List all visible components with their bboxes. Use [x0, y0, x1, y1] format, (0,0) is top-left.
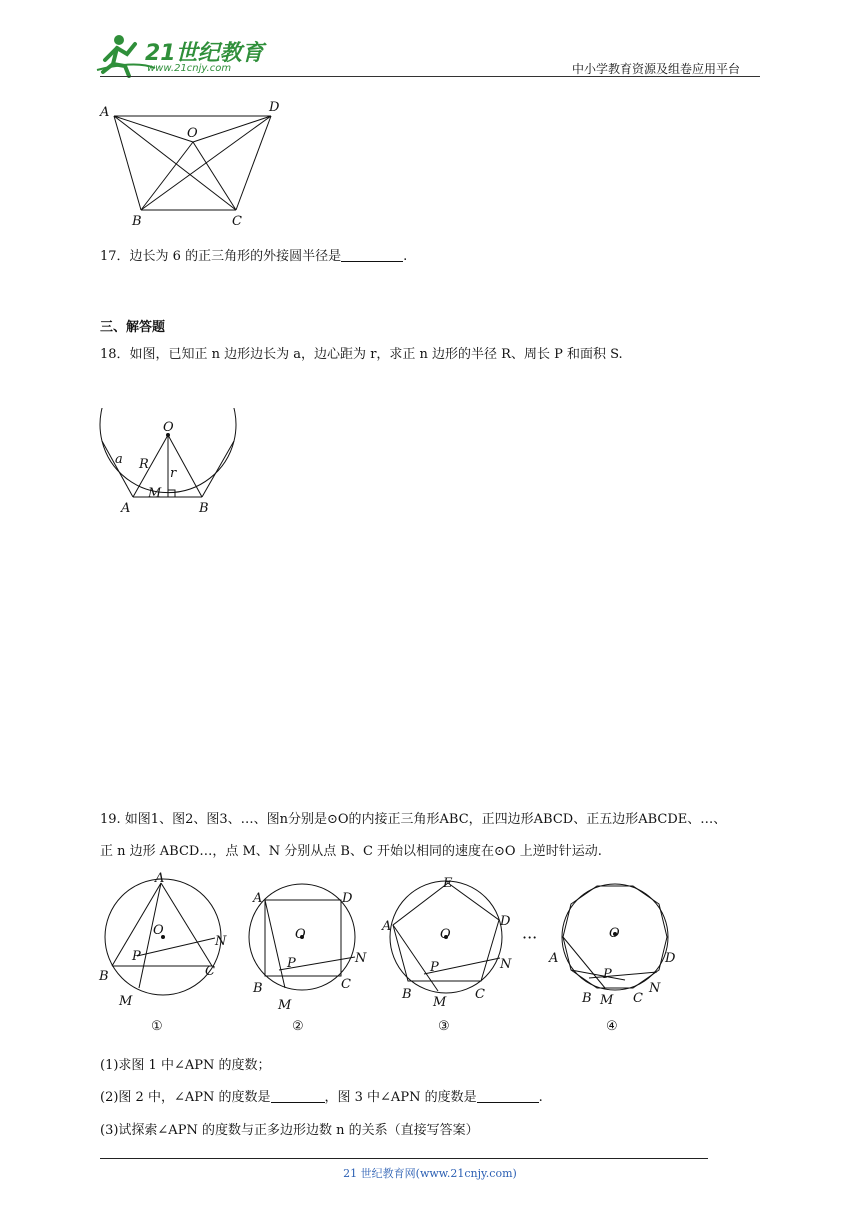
site-name: 中小学教育资源及组卷应用平台 [572, 62, 741, 76]
answer-blank-fig3[interactable] [477, 1090, 539, 1103]
label-P: P [287, 956, 296, 971]
footer-divider [100, 1158, 708, 1159]
label-B: B [99, 969, 109, 984]
question-19-line1: 19. 如图1、图2、图3、…、图n分别是⊙O的内接正三角形ABC，正四边形ABCD、正五边形ABCDE、…、 [100, 812, 727, 827]
label-C: C [232, 214, 242, 229]
label-E: E [443, 876, 453, 891]
label-D: D [665, 951, 676, 966]
logo-url: www.21cnjy.com [147, 63, 232, 74]
label-A: A [382, 919, 392, 934]
label-C: C [205, 964, 215, 979]
footer-link[interactable]: 21 世纪教育网(www.21cnjy.com) [343, 1167, 517, 1180]
label-A: A [253, 891, 263, 906]
label-C: C [633, 991, 643, 1006]
figure-1-triangle [95, 870, 235, 1035]
label-O: O [440, 927, 451, 942]
label-D: D [269, 100, 280, 115]
label-D: D [342, 891, 353, 906]
label-M: M [148, 486, 162, 501]
label-O: O [187, 126, 198, 141]
label-P: P [132, 949, 141, 964]
label-M: M [119, 994, 133, 1009]
figure-4-ngon [545, 870, 685, 1035]
label-B: B [582, 991, 592, 1006]
logo [95, 30, 265, 78]
figure-q18 [95, 408, 245, 520]
label-a: a [115, 452, 123, 467]
label-r: r [170, 466, 177, 481]
question-19-line2: 正 n 边形 ABCD…，点 M、N 分别从点 B、C 开始以相同的速度在⊙O 上逆时针运动. [100, 844, 602, 859]
figure-2-square [245, 870, 380, 1035]
question-17: 17．边长为 6 的正三角形的外接圆半径是 . [100, 249, 408, 264]
label-N: N [215, 934, 227, 949]
section-title: 三、解答题 [100, 320, 166, 335]
caption-2: ② [292, 1019, 304, 1034]
label-B: B [253, 981, 263, 996]
label-R: R [139, 457, 149, 472]
label-N: N [649, 981, 661, 996]
label-A: A [549, 951, 559, 966]
label-M: M [433, 995, 447, 1010]
label-P: P [430, 960, 439, 975]
label-M: M [600, 993, 614, 1008]
answer-blank-fig2[interactable] [271, 1090, 325, 1103]
label-C: C [475, 987, 485, 1002]
label-B: B [402, 987, 412, 1002]
q19-sub1: (1)求图 1 中∠APN 的度数； [100, 1058, 271, 1073]
label-N: N [500, 957, 512, 972]
label-D: D [500, 914, 511, 929]
label-O: O [295, 927, 306, 942]
label-B: B [199, 501, 209, 516]
label-P: P [603, 967, 612, 982]
logo-text: 21世纪教育 [145, 41, 264, 66]
label-O: O [153, 923, 164, 938]
label-O: O [609, 926, 620, 941]
figure-ellipsis: ··· [522, 928, 538, 947]
label-M: M [278, 998, 292, 1013]
label-A: A [100, 105, 110, 120]
caption-1: ① [151, 1019, 163, 1034]
caption-4: ④ [606, 1019, 618, 1034]
label-B: B [132, 214, 142, 229]
q19-sub3: (3)试探索∠APN 的度数与正多边形边数 n 的关系（直接写答案） [100, 1123, 479, 1138]
label-N: N [355, 951, 367, 966]
figure-3-pentagon [378, 870, 518, 1035]
label-C: C [341, 977, 351, 992]
label-A: A [121, 501, 131, 516]
answer-blank-17[interactable] [341, 249, 403, 262]
figure-trapezoid [96, 98, 286, 233]
q19-sub2: (2)图 2 中，∠APN 的度数是 ，图 3 中∠APN 的度数是 . [100, 1090, 543, 1105]
label-O: O [163, 420, 174, 435]
question-18: 18．如图，已知正 n 边形边长为 a，边心距为 r，求正 n 边形的半径 R、周长 P 和面积 S. [100, 347, 623, 362]
header-divider [100, 76, 760, 77]
label-A: A [155, 871, 165, 886]
q17-text: 17．边长为 6 的正三角形的外接圆半径是 [100, 249, 342, 264]
caption-3: ③ [438, 1019, 450, 1034]
